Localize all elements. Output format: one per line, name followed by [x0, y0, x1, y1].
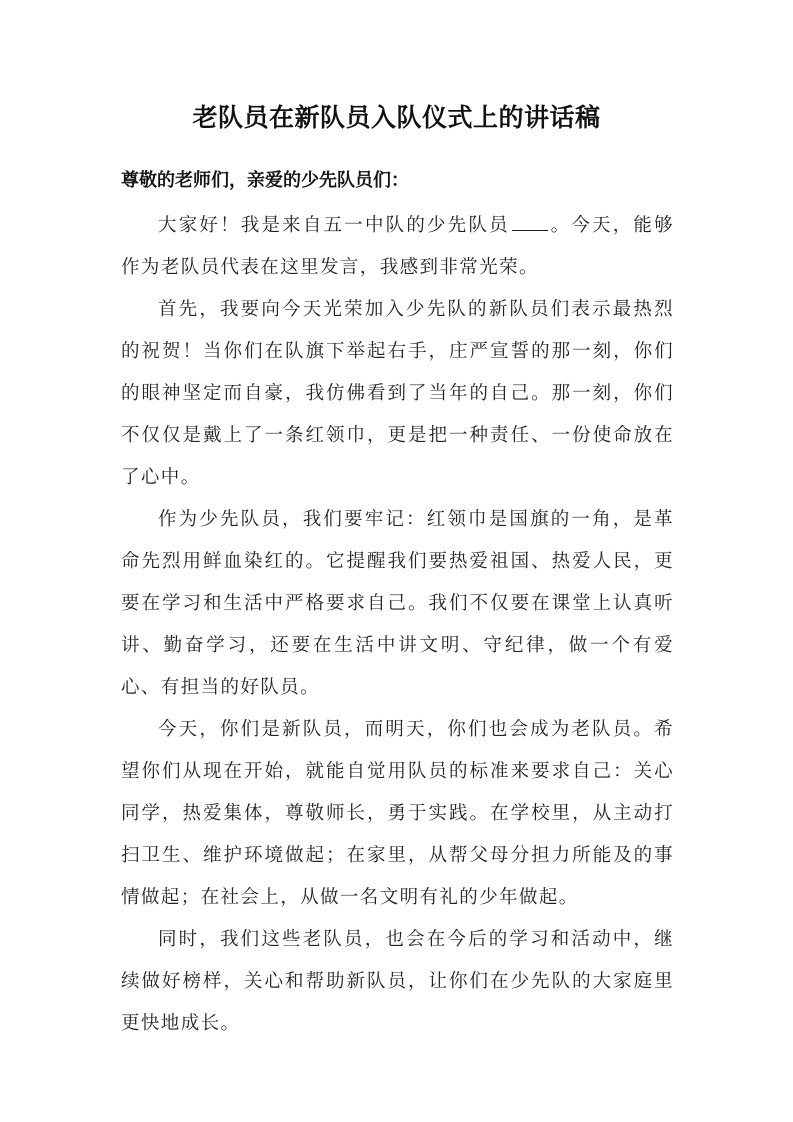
document-title: 老队员在新队员入队仪式上的讲话稿: [192, 103, 601, 132]
paragraph-red-scarf: 作为少先队员，我们要牢记：红领巾是国旗的一角，是革命先烈用鲜血染红的。它提醒我们要热爱祖国、热爱人民，更要在学习和生活中严格要求自己。我们不仅要在课堂上认真听讲、勤奋学习，还要在生活中讲文明、守纪律，做一个有爱心、有担当的好队员。: [121, 509, 674, 698]
paragraph-expectations: 今天，你们是新队员，而明天，你们也会成为老队员。希望你们从现在开始，就能自觉用队员的标准来要求自己：关心同学，热爱集体，尊敬师长，勇于实践。在学校里，从主动打扫卫生、维护环境做起；在家里，从帮父母分担力所能及的事情做起；在社会上，从做一名文明有礼的少年做起。: [121, 719, 674, 908]
intro-text-before: 大家好！我是来自五一中队的少先队员: [158, 215, 510, 236]
paragraph-congratulations: 首先，我要向今天光荣加入少先队的新队员们表示最热烈的祝贺！当你们在队旗下举起右手，庄严宣誓的那一刻，你们的眼神坚定而自豪，我仿佛看到了当年的自己。那一刻，你们不仅仅是戴上了一条红领巾，更是把一种责任、一份使命放在了心中。: [121, 299, 674, 488]
speech-body: [121, 205, 674, 1045]
paragraph-intro: [121, 205, 674, 289]
paragraph-closing: 同时，我们这些老队员，也会在今后的学习和活动中，继续做好榜样，关心和帮助新队员，让你们在少先队的大家庭里更快地成长。: [121, 929, 674, 1034]
name-blank-field: [512, 212, 548, 231]
intro-text-after: 。今天，能够作为老队员代表在这里发言，我感到非常光荣。: [121, 215, 674, 278]
salutation: 尊敬的老师们，亲爱的少先队员们：: [121, 170, 409, 191]
